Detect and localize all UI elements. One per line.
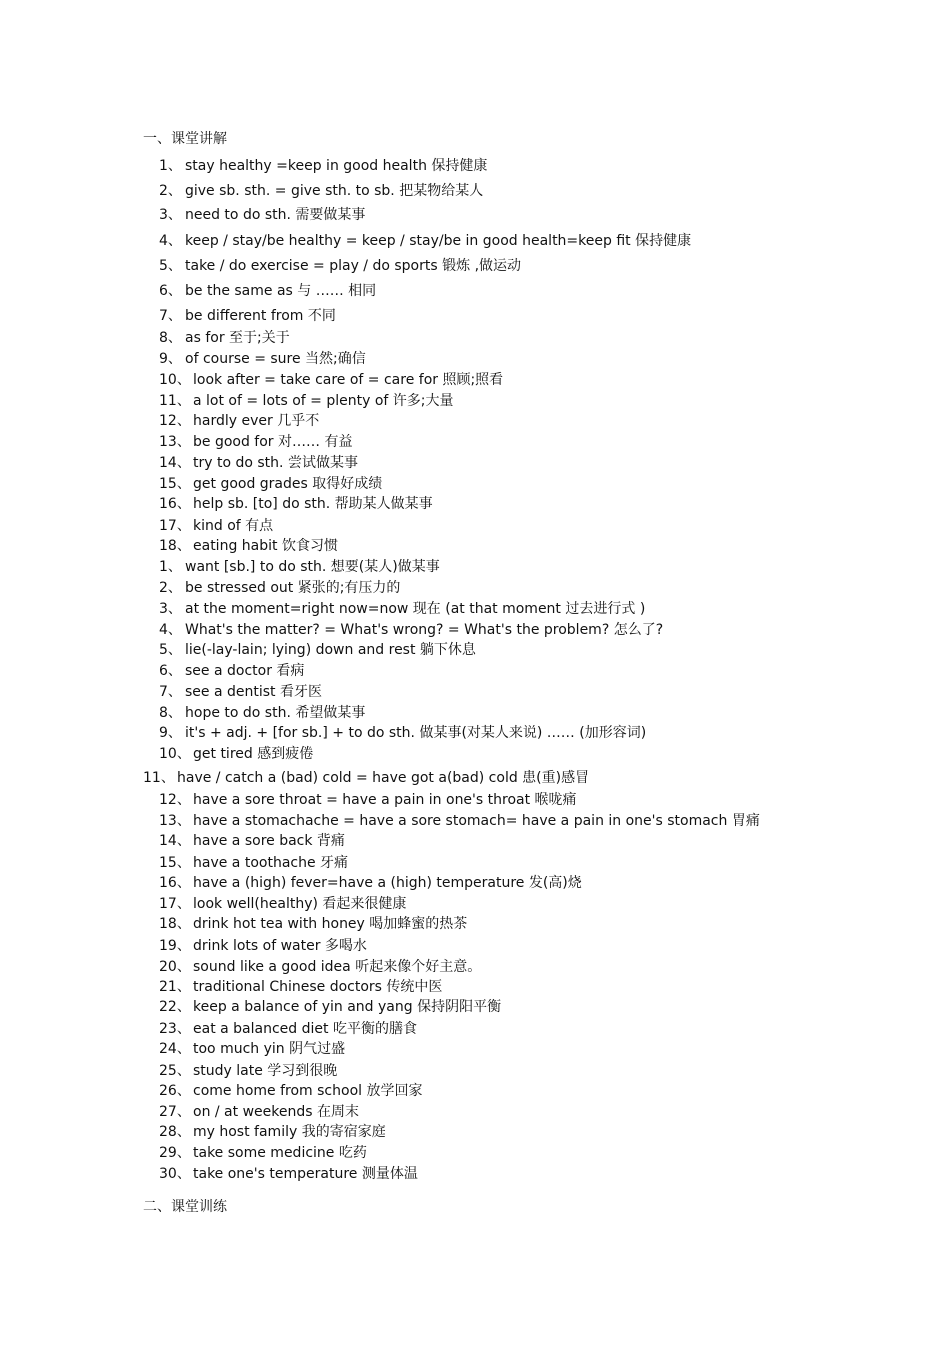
item-text: help sb. [to] do sth. 帮助某人做某事 bbox=[193, 496, 433, 512]
item-text: it's + adj. + [for sb.] + to do sth. 做某事(对某人来说) …… (加形容词) bbox=[185, 725, 647, 741]
list-item bbox=[159, 1103, 359, 1121]
list-item bbox=[159, 1144, 367, 1162]
item-number: 6、 bbox=[159, 283, 182, 299]
item-text: have a (high) fever=have a (high) temperature 发(高)烧 bbox=[193, 875, 582, 891]
list-item bbox=[159, 621, 663, 639]
item-number: 8、 bbox=[159, 705, 182, 721]
item-text: get good grades 取得好成绩 bbox=[193, 476, 383, 492]
list-item bbox=[159, 206, 365, 224]
list-item bbox=[159, 1165, 418, 1183]
list-item bbox=[159, 724, 646, 742]
list-item bbox=[159, 371, 503, 389]
item-number: 1、 bbox=[159, 559, 182, 575]
list-item bbox=[159, 812, 760, 830]
item-number: 9、 bbox=[159, 351, 182, 367]
item-text: keep / stay/be healthy = keep / stay/be in good health=keep fit 保持健康 bbox=[185, 233, 692, 249]
list-item bbox=[159, 832, 345, 850]
list-item bbox=[159, 350, 366, 368]
item-number: 7、 bbox=[159, 308, 182, 324]
list-item bbox=[159, 915, 467, 933]
item-text: drink hot tea with honey 喝加蜂蜜的热茶 bbox=[193, 916, 468, 932]
item-number: 9、 bbox=[159, 725, 182, 741]
list-item bbox=[159, 232, 691, 250]
item-text: be the same as 与 …… 相同 bbox=[185, 283, 377, 299]
item-text: be stressed out 紧张的;有压力的 bbox=[185, 580, 401, 596]
item-text: eat a balanced diet 吃平衡的膳食 bbox=[193, 1021, 417, 1037]
item-text: want [sb.] to do sth. 想要(某人)做某事 bbox=[185, 559, 440, 575]
list-item bbox=[159, 1062, 337, 1080]
item-text: take / do exercise = play / do sports 锻炼 ,做运动 bbox=[185, 258, 522, 274]
item-number: 18、 bbox=[159, 538, 191, 554]
item-number: 2、 bbox=[159, 183, 182, 199]
item-number: 17、 bbox=[159, 518, 191, 534]
section-title-lecture: 一、课堂讲解 bbox=[143, 131, 227, 147]
list-item bbox=[159, 958, 481, 976]
list-item bbox=[159, 874, 582, 892]
item-text: of course = sure 当然;确信 bbox=[185, 351, 366, 367]
item-text: come home from school 放学回家 bbox=[193, 1083, 423, 1099]
item-number: 25、 bbox=[159, 1063, 191, 1079]
item-number: 22、 bbox=[159, 999, 191, 1015]
item-number: 4、 bbox=[159, 233, 182, 249]
item-text: hardly ever 几乎不 bbox=[193, 413, 320, 429]
list-item bbox=[159, 854, 348, 872]
item-number: 1、 bbox=[159, 158, 182, 174]
list-item bbox=[159, 392, 454, 410]
item-number: 21、 bbox=[159, 979, 191, 995]
item-number: 16、 bbox=[159, 875, 191, 891]
list-item bbox=[159, 895, 406, 913]
item-number: 19、 bbox=[159, 938, 191, 954]
item-text: stay healthy =keep in good health 保持健康 bbox=[185, 158, 488, 174]
item-text: sound like a good idea 听起来像个好主意。 bbox=[193, 959, 482, 975]
item-number: 10、 bbox=[159, 746, 191, 762]
item-number: 14、 bbox=[159, 833, 191, 849]
list-item bbox=[159, 282, 376, 300]
item-text: on / at weekends 在周末 bbox=[193, 1104, 359, 1120]
item-number: 6、 bbox=[159, 663, 182, 679]
item-text: my host family 我的寄宿家庭 bbox=[193, 1124, 386, 1140]
item-text: be different from 不同 bbox=[185, 308, 336, 324]
item-number: 13、 bbox=[159, 434, 191, 450]
list-item bbox=[159, 433, 352, 451]
list-item bbox=[159, 157, 487, 175]
item-number: 11、 bbox=[159, 393, 191, 409]
item-text: have a sore back 背痛 bbox=[193, 833, 345, 849]
item-text: have a stomachache = have a sore stomach= have a pain in one's stomach 胃痛 bbox=[193, 813, 760, 829]
item-text: have / catch a (bad) cold = have got a(bad) cold 患(重)感冒 bbox=[177, 770, 590, 786]
item-text: take some medicine 吃药 bbox=[193, 1145, 367, 1161]
item-text: need to do sth. 需要做某事 bbox=[185, 207, 366, 223]
item-number: 5、 bbox=[159, 258, 182, 274]
item-number: 29、 bbox=[159, 1145, 191, 1161]
item-text: take one's temperature 测量体温 bbox=[193, 1166, 418, 1182]
list-item bbox=[159, 1040, 345, 1058]
list-item bbox=[159, 475, 382, 493]
list-item bbox=[159, 329, 290, 347]
item-text: study late 学习到很晚 bbox=[193, 1063, 338, 1079]
item-text: have a toothache 牙痛 bbox=[193, 855, 349, 871]
list-item bbox=[159, 579, 400, 597]
item-text: see a doctor 看病 bbox=[185, 663, 305, 679]
item-number: 3、 bbox=[159, 207, 182, 223]
item-text: see a dentist 看牙医 bbox=[185, 684, 322, 700]
list-item bbox=[159, 791, 577, 809]
item-text: look after = take care of = care for 照顾;照看 bbox=[193, 372, 504, 388]
list-item bbox=[159, 257, 521, 275]
list-item bbox=[159, 517, 273, 535]
item-number: 8、 bbox=[159, 330, 182, 346]
list-item bbox=[159, 978, 442, 996]
item-number: 3、 bbox=[159, 601, 182, 617]
item-number: 14、 bbox=[159, 455, 191, 471]
list-item bbox=[159, 662, 304, 680]
item-number: 23、 bbox=[159, 1021, 191, 1037]
list-item bbox=[159, 704, 365, 722]
item-text: as for 至于;关于 bbox=[185, 330, 290, 346]
item-number: 5、 bbox=[159, 642, 182, 658]
item-text: try to do sth. 尝试做某事 bbox=[193, 455, 358, 471]
item-text: give sb. sth. = give sth. to sb. 把某物给某人 bbox=[185, 183, 484, 199]
item-number: 28、 bbox=[159, 1124, 191, 1140]
item-text: look well(healthy) 看起来很健康 bbox=[193, 896, 407, 912]
list-item bbox=[159, 1123, 386, 1141]
item-text: be good for 对…… 有益 bbox=[193, 434, 353, 450]
item-text: kind of 有点 bbox=[193, 518, 274, 534]
item-number: 15、 bbox=[159, 476, 191, 492]
item-number: 10、 bbox=[159, 372, 191, 388]
list-item bbox=[143, 769, 589, 787]
section-title-practice: 二、课堂训练 bbox=[143, 1199, 227, 1215]
list-item bbox=[159, 412, 319, 430]
item-text: too much yin 阴气过盛 bbox=[193, 1041, 346, 1057]
list-item bbox=[159, 937, 367, 955]
item-number: 30、 bbox=[159, 1166, 191, 1182]
item-text: What's the matter? = What's wrong? = What's the problem? 怎么了? bbox=[185, 622, 664, 638]
item-text: get tired 感到疲倦 bbox=[193, 746, 314, 762]
item-number: 20、 bbox=[159, 959, 191, 975]
item-number: 12、 bbox=[159, 413, 191, 429]
item-number: 2、 bbox=[159, 580, 182, 596]
item-text: have a sore throat = have a pain in one's throat 喉咙痛 bbox=[193, 792, 577, 808]
item-number: 18、 bbox=[159, 916, 191, 932]
item-text: eating habit 饮食习惯 bbox=[193, 538, 338, 554]
item-number: 15、 bbox=[159, 855, 191, 871]
list-item bbox=[159, 307, 336, 325]
list-item bbox=[159, 1082, 422, 1100]
item-number: 12、 bbox=[159, 792, 191, 808]
list-item bbox=[159, 641, 476, 659]
item-text: a lot of = lots of = plenty of 许多;大量 bbox=[193, 393, 454, 409]
list-item bbox=[159, 558, 440, 576]
item-text: lie(-lay-lain; lying) down and rest 躺下休息 bbox=[185, 642, 476, 658]
item-number: 13、 bbox=[159, 813, 191, 829]
list-item bbox=[159, 998, 501, 1016]
list-item bbox=[159, 454, 358, 472]
item-number: 24、 bbox=[159, 1041, 191, 1057]
list-item bbox=[159, 745, 313, 763]
list-item bbox=[159, 537, 338, 555]
item-number: 4、 bbox=[159, 622, 182, 638]
list-item bbox=[159, 600, 645, 618]
item-number: 11、 bbox=[143, 770, 175, 786]
item-number: 27、 bbox=[159, 1104, 191, 1120]
list-item bbox=[159, 683, 322, 701]
item-text: keep a balance of yin and yang 保持阴阳平衡 bbox=[193, 999, 502, 1015]
list-item bbox=[159, 182, 483, 200]
item-text: hope to do sth. 希望做某事 bbox=[185, 705, 366, 721]
item-text: traditional Chinese doctors 传统中医 bbox=[193, 979, 443, 995]
item-number: 17、 bbox=[159, 896, 191, 912]
item-number: 7、 bbox=[159, 684, 182, 700]
item-number: 26、 bbox=[159, 1083, 191, 1099]
item-text: drink lots of water 多喝水 bbox=[193, 938, 367, 954]
list-item bbox=[159, 495, 433, 513]
item-text: at the moment=right now=now 现在 (at that moment 过去进行式 ) bbox=[185, 601, 646, 617]
item-number: 16、 bbox=[159, 496, 191, 512]
list-item bbox=[159, 1020, 417, 1038]
